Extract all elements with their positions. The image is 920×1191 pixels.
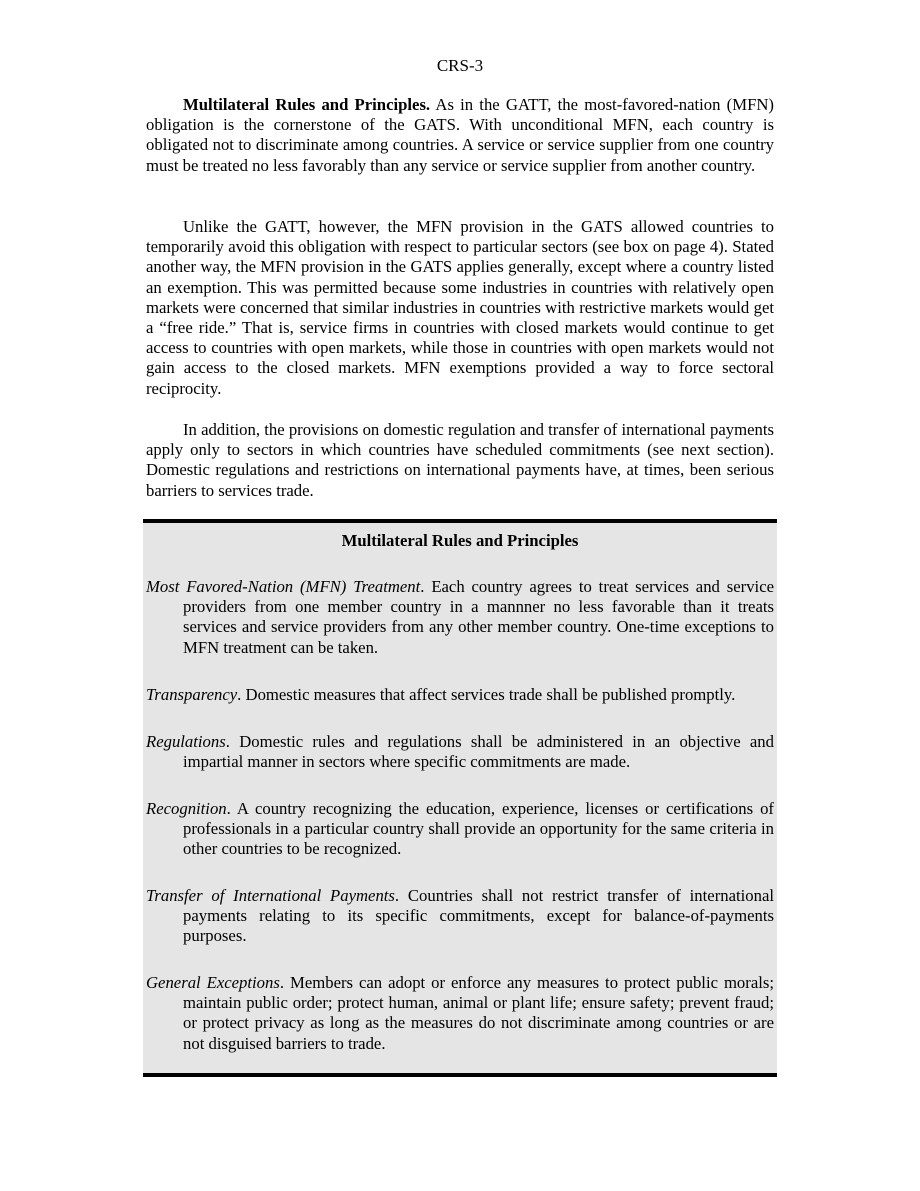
box-item-text: A country recognizing the education, experience, licenses or certifications of professionals in a particular country shall provide an opportunity for the same criteria in other countries to be recognized.: [183, 799, 774, 859]
box-item-term: General Exceptions: [146, 973, 280, 992]
paragraph-multilateral-rules: [146, 95, 774, 176]
box-item-text: Countries shall not restrict transfer of international payments relating to its specific commitments, except for balance-of-payments purposes.: [183, 886, 775, 946]
page-number: CRS-3: [436, 56, 484, 75]
box-item-text: Domestic measures that affect services trade shall be published promptly.: [245, 685, 736, 704]
box-item-term: Transparency: [146, 685, 238, 704]
box-item-general-exceptions: General Exceptions. Members can adopt or enforce any measures to protect public morals; maintain public order; protect human, animal or plant life; ensure safety; prevent fraud; or protect privacy as long as the measures do not discriminate among countries or are not disguised barriers to trade.: [146, 973, 774, 1053]
box-item-term: Recognition: [146, 799, 227, 818]
paragraph-body: Unlike the GATT, however, the MFN provision in the GATS allowed countries to temporarily avoid this obligation with respect to particular sectors (see box on page 4). Stated another way, the MFN provision in the GATS applies generally, except where a country listed an exemption. This was permitted because some industries in countries with relatively open markets were concerned that similar industries in countries with restrictive markets would get a “free ride.” That is, service firms in countries with closed markets would continue to get access to countries with open markets, while those in countries with open markets would not gain access to the closed markets. MFN exemptions provided a way to force sectoral reciprocity.: [146, 217, 774, 398]
paragraph-mfn-exemptions: [146, 217, 774, 399]
box-item-text: Each country agrees to treat services and service providers from one member country in a mannner no less favorable than it treats services and service providers from any other member country. One-time exceptions to MFN treatment can be taken.: [183, 577, 775, 657]
paragraph-body: As in the GATT, the most-favored-nation (MFN) obligation is the cornerstone of the GATS. With unconditional MFN, each country is obligated not to discriminate among countries. A service or service supplier from one country must be treated no less favorably than any service or service supplier from another country.: [146, 95, 774, 175]
box-item-transfer-payments: Transfer of International Payments. Countries shall not restrict transfer of international payments relating to its specific commitments, except for balance-of-payments purposes.: [146, 886, 775, 946]
box-item-text: Domestic rules and regulations shall be administered in an objective and impartial manner in sectors where specific commitments are made.: [183, 732, 774, 772]
paragraph-body: In addition, the provisions on domestic regulation and transfer of international payments apply only to sectors in which countries have scheduled commitments (see next section). Domestic regulations and restrictions on international payments have, at times, been serious barriers to services trade.: [146, 420, 774, 500]
rules-sidebar-box: [143, 519, 777, 1077]
box-item-text: Members can adopt or enforce any measures to protect public morals; maintain public order; protect human, animal or plant life; ensure safety; prevent fraud; or protect privacy as long as the measures do not discriminate among countries or are not disguised barriers to trade.: [183, 973, 774, 1053]
box-title: Multilateral Rules and Principles: [341, 531, 579, 550]
box-item-mfn-treatment: Most Favored-Nation (MFN) Treatment. Each country agrees to treat services and service providers from one member country in a mannner no less favorable than it treats services and service providers from any other member country. One-time exceptions to MFN treatment can be taken.: [146, 577, 775, 657]
box-item-regulations: Regulations. Domestic rules and regulations shall be administered in an objective and impartial manner in sectors where specific commitments are made.: [146, 732, 774, 772]
box-item-transparency: Transparency. Domestic measures that affect services trade shall be published promptly.: [146, 685, 736, 704]
box-item-recognition: Recognition. A country recognizing the education, experience, licenses or certifications of professionals in a particular country shall provide an opportunity for the same criteria in other countries to be recognized.: [146, 799, 774, 859]
paragraph-domestic-regulation: [146, 420, 774, 501]
paragraph-heading: Multilateral Rules and Principles.: [183, 95, 431, 114]
box-item-term: Regulations: [146, 732, 226, 751]
box-item-term: Most Favored-Nation (MFN) Treatment: [146, 577, 421, 596]
box-item-term: Transfer of International Payments: [146, 886, 395, 905]
